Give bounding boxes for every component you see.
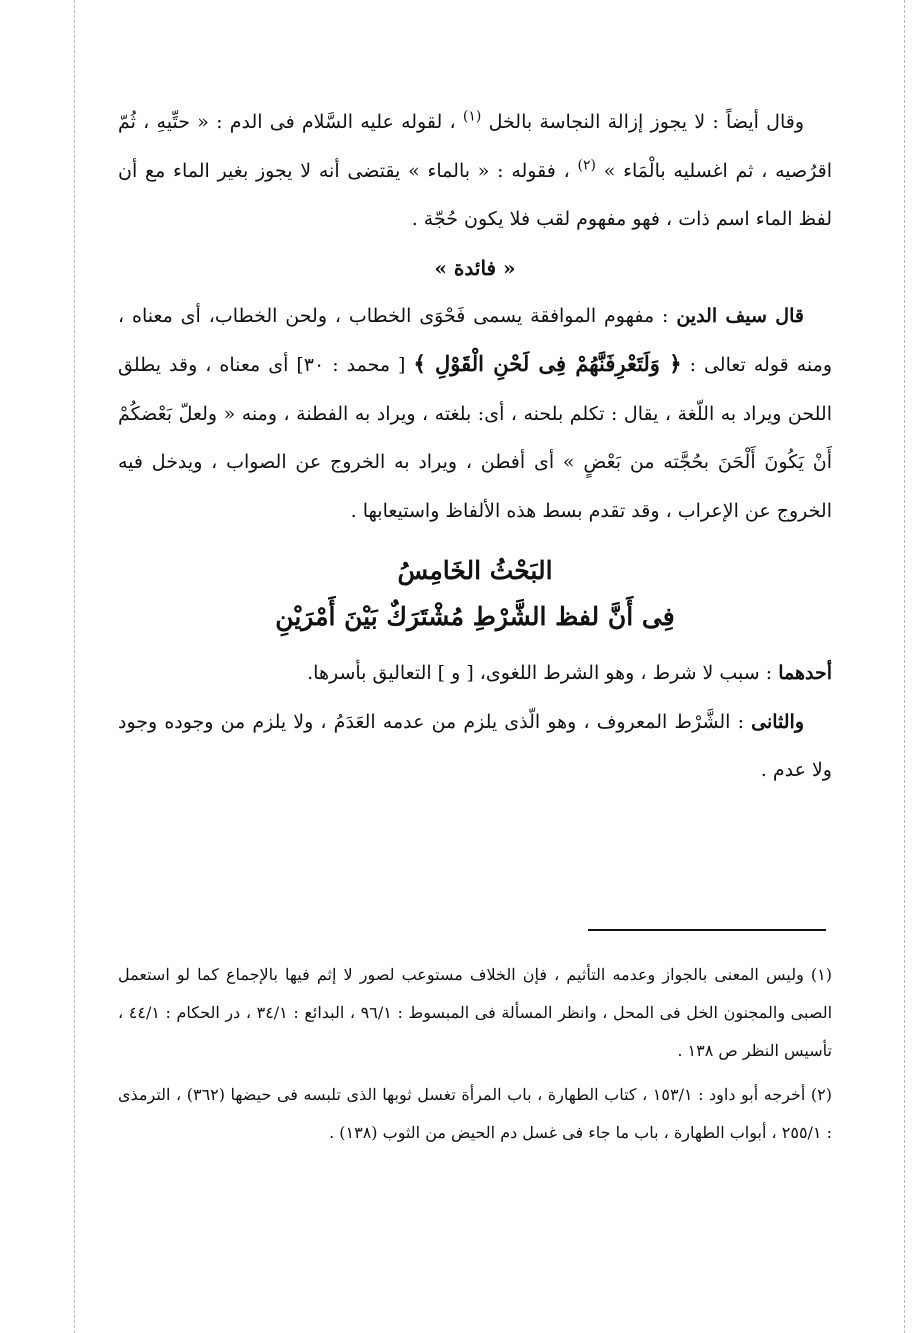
page-body xyxy=(118,98,832,795)
paragraph-vinegar xyxy=(118,98,832,244)
footnote-2: (٢) أخرجه أبو داود : ١٥٣/١ ، كتاب الطهارة ، باب المرأة تغسل ثوبها الذى تلبسه فى حيضها (٣٦٢) ، الترمذى : ٢٥٥/١ ، أبواب الطهارة ، باب ما جاء فى غسل دم الحيض من الثوب (١٣٨) . xyxy=(118,1085,833,1142)
faida-heading: « فائدة » xyxy=(434,255,516,280)
section-subtitle: فِى أَنَّ لفظ الشَّرْطِ مُشْتَرَكٌ بَيْنَ أَمْرَيْنِ xyxy=(275,602,675,631)
paragraph-vinegar-main: وقال أيضاً : لا يجوز إزالة النجاسة بالخل xyxy=(488,111,804,133)
footnotes xyxy=(118,956,832,1158)
footnote-ref-2[interactable]: (٢) xyxy=(577,157,596,174)
first-meaning-text: : سبب لا شرط ، وهو الشرط اللغوى، [ و ] التعاليق بأسرها. xyxy=(307,662,773,684)
footnote-1: (١) وليس المعنى بالجواز وعدمه التأثيم ، فإن الخلاف مستوعب لصور لا إثم فيها بالإجماع كما لو استعمل الصبى والمجنون الخل فى المحل ، وانظر المسألة فى المبسوط : ٩٦/١ ، البدائع : ٣٤/١ ، در الحكام : ٤٤/١ ، تأسيس النظر ص ١٣٨ . xyxy=(118,965,833,1060)
second-meaning-lead: والثانى xyxy=(751,710,804,733)
scan-edge-left xyxy=(74,0,75,1333)
sayf-al-din-text-b: [ محمد : ٣٠] أى معناه ، وقد يطلق اللحن ويراد به اللّغة ، يقال : تكلم بلحنه ، أى: بلغته ، ويراد به الفطنة ، ومنه « ولعلّ بَعْضكُمْ أَنْ يَكُونَ أَلْحَنَ بحُجَّته من بَعْضٍ » أى أفطن ، ويراد به الخروج عن الصواب ، ويدخل فيه الخروج عن الإعراب ، وقد تقدم بسط هذه الألفاظ واستيعابها . xyxy=(118,354,832,522)
section-title: البَحْثُ الخَامِسُ xyxy=(397,556,553,585)
quran-verse: ﴿ وَلَتَعْرِفَنَّهُمْ فِى لَحْنِ الْقَوْلِ ﴾ xyxy=(413,351,682,376)
second-meaning-text: : الشَّرْط المعروف ، وهو الّذى يلزم من عدمه العَدَمُ ، ولا يلزم من وجوده وجود ولا عدم . xyxy=(118,710,832,781)
paragraph-first-meaning xyxy=(118,649,832,698)
footnote-separator xyxy=(588,929,826,931)
paragraph-vinegar-end: ، فقوله : « بالماء » يقتضى أنه لا يجوز بغير الماء مع أن لفظ الماء اسم ذات ، فهو مفهوم لقب فلا يكون حُجّة . xyxy=(118,159,832,230)
sayf-al-din-text-a: : مفهوم الموافقة يسمى فَحْوَى الخطاب ، ولحن الخطاب، أى معناه ، ومنه قوله تعالى : xyxy=(118,304,832,376)
footnote-ref-1[interactable]: (١) xyxy=(462,108,482,125)
paragraph-sayf-al-din xyxy=(118,292,832,536)
paragraph-vinegar-hadith: ، لقوله عليه السَّلام فى الدم : « حتِّيهِ ، ثُمّ اقرُصيه ، ثم اغسليه بالْمَاء » xyxy=(118,111,833,182)
sayf-al-din-lead: قال سيف الدين xyxy=(676,304,804,327)
scan-edge-right xyxy=(904,0,905,1333)
first-meaning-lead: أحدهما xyxy=(778,662,832,684)
paragraph-second-meaning xyxy=(118,698,832,795)
